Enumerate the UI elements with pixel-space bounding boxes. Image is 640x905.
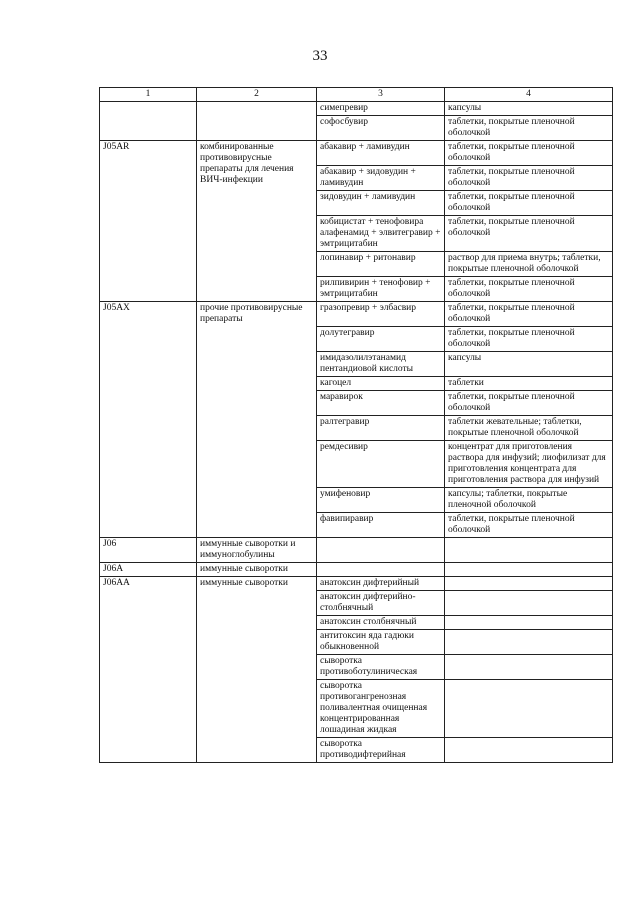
dosage-form-cell: таблетки, покрытые пленочной оболочкой xyxy=(445,216,613,252)
table-body xyxy=(100,102,613,763)
drug-name-cell: антитоксин яда гадюки обыкновенной xyxy=(317,630,445,655)
group-name-cell: комбинированные противовирусные препараты для лечения ВИЧ-инфекции xyxy=(197,141,317,302)
dosage-form-cell: таблетки, покрытые пленочной оболочкой xyxy=(445,302,613,327)
drug-name-cell: рилпивирин + тенофовир + эмтрицитабин xyxy=(317,277,445,302)
drug-name-cell: имидазолилэтанамид пентандиовой кислоты xyxy=(317,352,445,377)
dosage-form-cell: капсулы; таблетки, покрытые пленочной оболочкой xyxy=(445,488,613,513)
drug-name-cell: лопинавир + ритонавир xyxy=(317,252,445,277)
table-row xyxy=(100,563,613,577)
atc-code-cell: J06 xyxy=(100,538,197,563)
dosage-form-cell: капсулы xyxy=(445,352,613,377)
drug-name-cell: анатоксин дифтерийно-столбнячный xyxy=(317,591,445,616)
drug-name-cell: ремдесивир xyxy=(317,441,445,488)
group-name-cell: иммунные сыворотки и иммуноглобулины xyxy=(197,538,317,563)
drug-name-cell: симепревир xyxy=(317,102,445,116)
group-name-cell: иммунные сыворотки xyxy=(197,563,317,577)
drug-name-cell: кагоцел xyxy=(317,377,445,391)
table-row xyxy=(100,302,613,327)
table-header-row xyxy=(100,88,613,102)
medication-table xyxy=(99,87,613,763)
table-row xyxy=(100,102,613,116)
drug-name-cell: абакавир + зидовудин + ламивудин xyxy=(317,166,445,191)
drug-name-cell: абакавир + ламивудин xyxy=(317,141,445,166)
dosage-form-cell xyxy=(445,680,613,738)
drug-name-cell: маравирок xyxy=(317,391,445,416)
drug-name-cell: умифеновир xyxy=(317,488,445,513)
drug-name-cell: анатоксин столбнячный xyxy=(317,616,445,630)
drug-name-cell: сыворотка противоботулиническая xyxy=(317,655,445,680)
dosage-form-cell xyxy=(445,630,613,655)
column-header: 1 xyxy=(100,88,197,102)
column-header: 4 xyxy=(445,88,613,102)
dosage-form-cell xyxy=(445,577,613,591)
dosage-form-cell xyxy=(445,563,613,577)
table-row xyxy=(100,577,613,591)
dosage-form-cell: концентрат для приготовления раствора для инфузий; лиофилизат для приготовления концентрата для приготовления раствора для инфузий xyxy=(445,441,613,488)
atc-code-cell xyxy=(100,102,197,141)
dosage-form-cell xyxy=(445,616,613,630)
dosage-form-cell xyxy=(445,738,613,763)
table-row xyxy=(100,141,613,166)
drug-name-cell: сыворотка противогангренозная поливалентная очищенная концентрированная лошадиная жидкая xyxy=(317,680,445,738)
drug-name-cell: анатоксин дифтерийный xyxy=(317,577,445,591)
dosage-form-cell: капсулы xyxy=(445,102,613,116)
group-name-cell xyxy=(197,102,317,141)
atc-code-cell: J05AX xyxy=(100,302,197,538)
drug-name-cell xyxy=(317,538,445,563)
dosage-form-cell xyxy=(445,538,613,563)
dosage-form-cell xyxy=(445,591,613,616)
dosage-form-cell: таблетки, покрытые пленочной оболочкой xyxy=(445,277,613,302)
dosage-form-cell: таблетки жевательные; таблетки, покрытые пленочной оболочкой xyxy=(445,416,613,441)
drug-name-cell: ралтегравир xyxy=(317,416,445,441)
page-number: 33 xyxy=(312,48,328,64)
drug-name-cell: зидовудин + ламивудин xyxy=(317,191,445,216)
drug-name-cell: кобицистат + тенофовира алафенамид + элвитегравир + эмтрицитабин xyxy=(317,216,445,252)
drug-name-cell: гразопревир + элбасвир xyxy=(317,302,445,327)
atc-code-cell: J06A xyxy=(100,563,197,577)
drug-name-cell xyxy=(317,563,445,577)
dosage-form-cell: таблетки, покрытые пленочной оболочкой xyxy=(445,141,613,166)
column-header: 2 xyxy=(197,88,317,102)
table-row xyxy=(100,538,613,563)
drug-name-cell: фавипиравир xyxy=(317,513,445,538)
dosage-form-cell: таблетки, покрытые пленочной оболочкой xyxy=(445,391,613,416)
dosage-form-cell: таблетки, покрытые пленочной оболочкой xyxy=(445,513,613,538)
dosage-form-cell: таблетки, покрытые пленочной оболочкой xyxy=(445,166,613,191)
dosage-form-cell xyxy=(445,655,613,680)
column-header: 3 xyxy=(317,88,445,102)
drug-name-cell: софосбувир xyxy=(317,116,445,141)
dosage-form-cell: таблетки, покрытые пленочной оболочкой xyxy=(445,327,613,352)
atc-code-cell: J05AR xyxy=(100,141,197,302)
group-name-cell: иммунные сыворотки xyxy=(197,577,317,763)
dosage-form-cell: раствор для приема внутрь; таблетки, покрытые пленочной оболочкой xyxy=(445,252,613,277)
group-name-cell: прочие противовирусные препараты xyxy=(197,302,317,538)
dosage-form-cell: таблетки, покрытые пленочной оболочкой xyxy=(445,116,613,141)
drug-name-cell: сыворотка противодифтерийная xyxy=(317,738,445,763)
dosage-form-cell: таблетки, покрытые пленочной оболочкой xyxy=(445,191,613,216)
drug-name-cell: долутегравир xyxy=(317,327,445,352)
atc-code-cell: J06AA xyxy=(100,577,197,763)
dosage-form-cell: таблетки xyxy=(445,377,613,391)
